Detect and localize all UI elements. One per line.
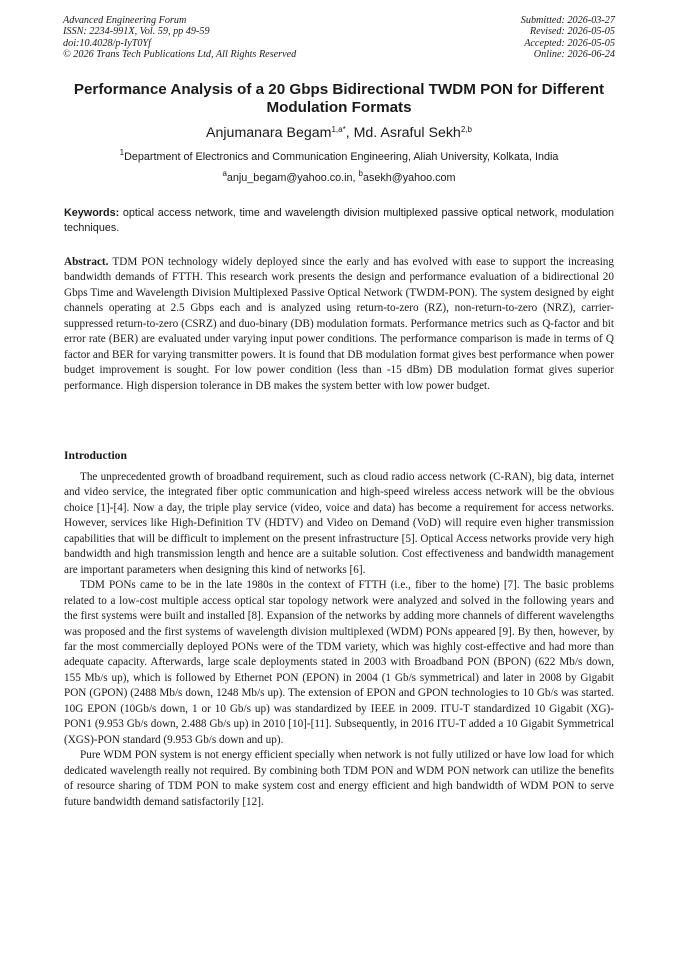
keywords-text: optical access network, time and wavelength division multiplexed passive optical network, modulation techniques. <box>64 207 614 235</box>
author-separator: , <box>345 125 354 141</box>
journal-info <box>63 15 296 61</box>
body-paragraph: TDM PONs came to be in the late 1980s in the context of FTTH (i.e., fiber to the home) [7]. The basic problems related to a low-cost multiple access optical star topology network were analyzed and solved in the following years and the first systems were built and installed [8]. Expansion of the networks by adding more channels of different wavelengths was proposed and the first systems of wavelength division multiplexed (WDM) PONs appeared [9]. By then, however, by far the most commercially deployed PONs were of the TDM variety, which was highly cost-effective and had more than adequate capacity. Afterwards, large scale deployments stated in 2003 with Broadband PON (BPON) (622 Mb/s down, 155 Mb/s up), which is followed by Ethernet PON (EPON) in 2004 (1 Gb/s symmetrical) and later in 2008 by Gigabit PON (GPON) (2488 Mb/s down, 1248 Mb/s up). The extension of EPON and GPON technologies to 10 Gb/s was started. 10G EPON (10Gb/s down, 1 or 10 Gb/s up) was standardized by IEEE in 2009. ITU-T standardized 10 Gigabit (XG)-PON1 (9.953 Gb/s down, 2.488 Gb/s up) in 2010 [10]-[11]. Subsequently, in 2016 ITU-T added a 10 Gigabit Symmetrical (XGS)-PON standard (9.953 Gb/s down and up). <box>64 579 614 746</box>
introduction-body <box>64 470 614 810</box>
journal-name: Advanced Engineering Forum <box>63 15 187 26</box>
abstract-label: Abstract. <box>64 256 109 268</box>
author-emails <box>64 171 614 185</box>
keywords-label: Keywords: <box>64 207 120 219</box>
email-separator: , <box>352 172 359 184</box>
keywords <box>64 206 614 236</box>
email-mark: a <box>222 169 227 178</box>
date-accepted: Accepted: 2026-05-05 <box>524 37 615 49</box>
author-affiliation-mark: 2,b <box>460 125 472 134</box>
author-list <box>64 124 614 142</box>
abstract-text: TDM PON technology widely deployed since the early and has evolved with ease to support the increasing bandwidth demands of FTTH. This research work presents the design and performance evaluation of a bidirectional 20 Gbps Time and Wavelength Division Multiplexed Passive Optical Network (TWDM-PON). The system designed by eight channels operating at 2.5 Gbps each and is analyzed using return-to-zero (RZ), non-return-to-zero (NRZ), carrier-suppressed return-to-zero (CSRZ) and duo-binary (DB) modulation formats. Performance metrics such as Q-factor and bit error rate (BER) are evaluated under varying input power conditions. The performance comparison is made in terms of Q factor and BER for varying transmitter powers. It is found that DB modulation format gives best performance when power budget improvement is sought. For low power condition (less than -15 dBm) DB modulation format gives superior performance. High dispersion tolerance in DB makes the system better with low power budget. <box>64 256 614 392</box>
body-paragraph: Pure WDM PON system is not energy efficient specially when network is not fully utilized or have low load for which dedicated wavelength really not required. By combining both TDM PON and WDM PON network can utilize the benefits of resource sharing of TDM PON to make system cost and energy efficient and high bandwidth of WDM PON to serve future bandwidth demand satisfactorily [12]. <box>64 749 614 808</box>
journal-issn: ISSN: 2234-991X, Vol. 59, pp 49-59 <box>63 26 210 38</box>
body-paragraph: The unprecedented growth of broadband requirement, such as cloud radio access network (C-RAN), big data, internet and video service, the integrated fiber optic communication and high-speed wireless access network will be the obvious choice [1]-[4]. Now a day, the triple play service (video, voice and data) has become a requirement for access networks. However, services like High-Definition TV (HDTV) and Video on Demand (VoD) will require even higher transmission capabilities that will be difficult to implement on the present infrastructure [5]. Optical Access networks provide very high bandwidth and high transmission length and hence are a suitable solution. Cost effectiveness and bandwidth management are important parameters when designing this kind of networks [6]. <box>64 471 614 576</box>
affiliation-mark: 1 <box>119 148 125 157</box>
date-submitted: Submitted: 2026-03-27 <box>520 15 615 26</box>
journal-copyright: © 2026 Trans Tech Publications Ltd, All Rights Reserved <box>63 49 297 61</box>
paper-title: Performance Analysis of a 20 Gbps Bidirectional TWDM PON for Different Modulation Formats <box>73 81 605 116</box>
date-online: Online: 2026-06-24 <box>533 49 615 61</box>
affiliation <box>64 150 614 164</box>
author-affiliation-mark: 1,a* <box>331 125 346 134</box>
section-heading-introduction: Introduction <box>64 449 127 462</box>
email-address: anju_begam@yahoo.co.in <box>226 172 353 184</box>
abstract <box>64 255 614 394</box>
affiliation-text: Department of Electronics and Communication Engineering, Aliah University, Kolkata, India <box>124 151 559 163</box>
author-name: Md. Asraful Sekh <box>353 125 461 141</box>
email-mark: b <box>358 169 363 178</box>
date-revised: Revised: 2026-05-05 <box>529 26 615 38</box>
email-address: asekh@yahoo.com <box>362 172 456 184</box>
journal-doi: doi:10.4028/p-IyT0Yf <box>63 37 152 49</box>
author-name: Anjumanara Begam <box>206 125 332 141</box>
submission-dates <box>521 15 615 61</box>
